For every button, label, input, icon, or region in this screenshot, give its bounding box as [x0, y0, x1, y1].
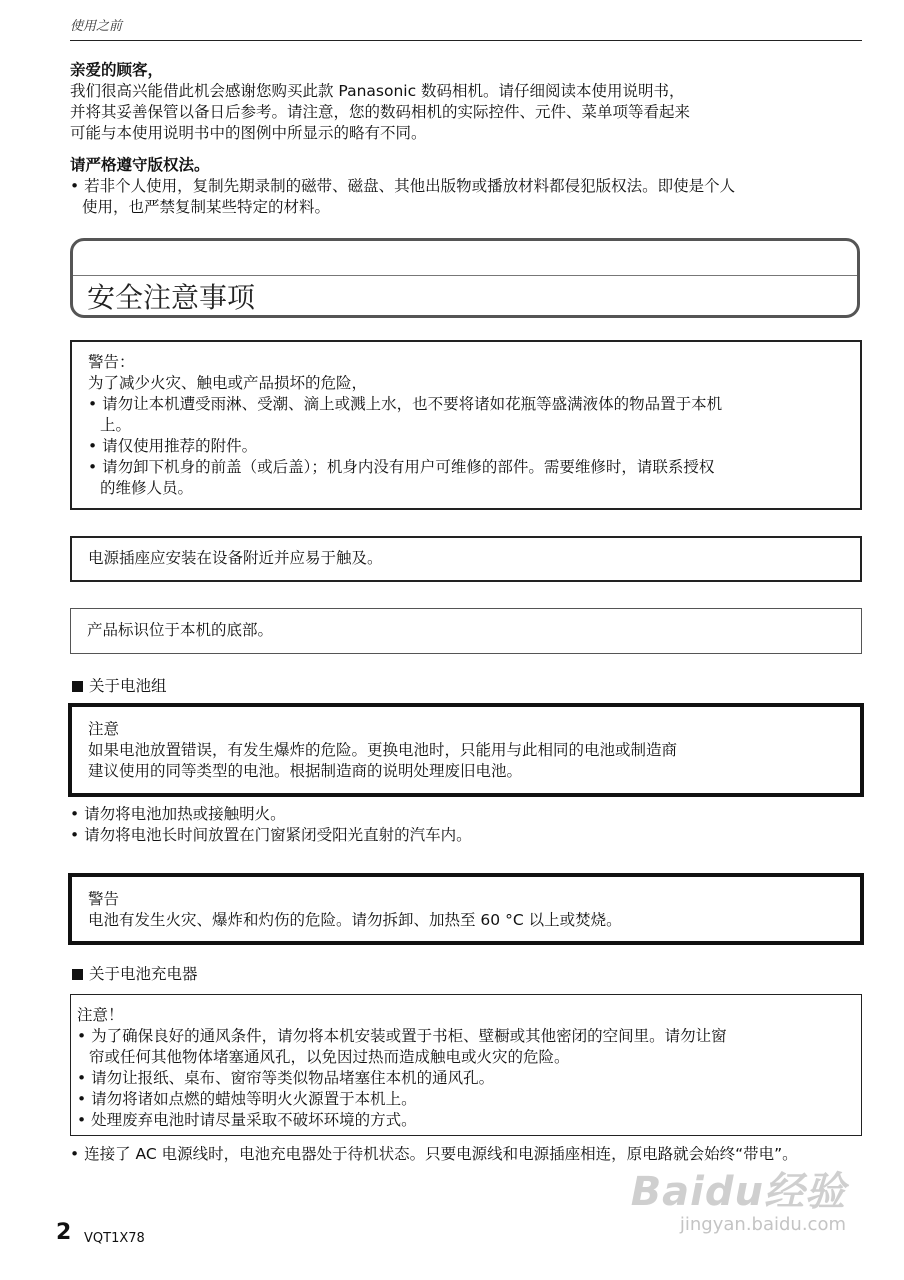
- battery-bullet-1: • 请勿将电池加热或接触明火。: [70, 804, 862, 825]
- battery-caution-title: 注意: [88, 720, 120, 738]
- warning-bullet-1-line-2: 上。: [100, 416, 132, 434]
- safety-title-box: [70, 238, 860, 318]
- battery-warning-box: [68, 873, 864, 945]
- charger-bullet-2-line-1: 请勿让报纸、桌布、窗帘等类似物品堵塞住本机的通风孔。: [91, 1069, 495, 1087]
- warning-subtitle: 为了减少火灾、触电或产品损坏的危险，: [88, 374, 368, 392]
- charger-bullet-4-line-1: 处理废弃电池时请尽量采取不破坏环境的方式。: [91, 1111, 417, 1129]
- battery-warning-title: 警告: [88, 890, 120, 908]
- charger-heading-text: 关于电池充电器: [89, 965, 198, 983]
- warning-bullet-1: [88, 394, 844, 436]
- safety-title-rule: [73, 275, 857, 276]
- baidu-watermark: [631, 1170, 846, 1236]
- running-header: 使用之前: [70, 19, 123, 34]
- square-bullet-icon: [72, 969, 83, 980]
- battery-pack-heading-text: 关于电池组: [89, 677, 167, 695]
- watermark-logo: Baidu经验: [630, 1169, 846, 1215]
- charger-caution-title: 注意！: [77, 1006, 124, 1024]
- warning-bullet-1-line-1: 请勿让本机遭受雨淋、受潮、滴上或溅上水，也不要将诸如花瓶等盛满液体的物品置于本机: [102, 395, 723, 413]
- warning-bullet-2-line-1: 请仅使用推荐的附件。: [102, 437, 258, 455]
- warning-bullet-2: [88, 436, 844, 457]
- charger-bullet-1: [77, 1026, 855, 1068]
- copyright-section: [70, 155, 862, 218]
- charger-bullet-3: [77, 1089, 855, 1110]
- battery-pack-heading: [72, 676, 167, 697]
- label-notice-box: [70, 608, 862, 654]
- charger-caution-box: [70, 994, 862, 1136]
- warning-title: 警告：: [88, 353, 135, 371]
- page-number: 2: [56, 1220, 72, 1245]
- label-notice: 产品标识位于本机的底部。: [87, 621, 274, 639]
- battery-caution-line-2: 建议使用的同等类型的电池。根据制造商的说明处理废旧电池。: [88, 762, 523, 780]
- charger-bullet-1-line-2: 帘或任何其他物体堵塞通风孔，以免因过热而造成触电或火灾的危险。: [89, 1048, 570, 1066]
- charger-footnote-section: [70, 1144, 870, 1165]
- battery-bullet-2: • 请勿将电池长时间放置在门窗紧闭受阳光直射的汽车内。: [70, 825, 862, 846]
- copyright-title: 请严格遵守版权法。: [70, 156, 210, 174]
- square-bullet-icon: [72, 681, 83, 692]
- header-rule: [70, 40, 862, 41]
- copyright-bullet: [70, 176, 862, 218]
- charger-bullet-3-line-1: 请勿将诸如点燃的蜡烛等明火火源置于本机上。: [91, 1090, 417, 1108]
- warning-bullet-3-line-1: 请勿卸下机身的前盖（或后盖）；机身内没有用户可维修的部件。需要维修时，请联系授权: [102, 458, 715, 476]
- warning-bullet-3: [88, 457, 844, 499]
- intro-section: [70, 60, 862, 144]
- charger-bullet-4: [77, 1110, 855, 1131]
- warning-box: [70, 340, 862, 510]
- greeting: 亲爱的顾客，: [70, 61, 164, 79]
- battery-bullets: [70, 804, 862, 846]
- outlet-notice-box: [70, 536, 862, 582]
- battery-caution-box: [68, 703, 864, 797]
- charger-footnote: • 连接了 AC 电源线时，电池充电器处于待机状态。只要电源线和电源插座相连，原电路就会始终“带电”。: [70, 1144, 870, 1165]
- outlet-notice: 电源插座应安装在设备附近并应易于触及。: [88, 549, 383, 567]
- battery-warning-text: 电池有发生火灾、爆炸和灼伤的危险。请勿拆卸、加热至 60 °C 以上或焚烧。: [88, 911, 622, 929]
- charger-bullet-1-line-1: 为了确保良好的通风条件，请勿将本机安装或置于书柜、壁橱或其他密闭的空间里。请勿让窗: [91, 1027, 727, 1045]
- watermark-url: jingyan.baidu.com: [679, 1214, 846, 1235]
- charger-heading: [72, 964, 198, 985]
- intro-line-1: 我们很高兴能借此机会感谢您购买此款 Panasonic 数码相机。请仔细阅读本使用说明书，: [70, 82, 685, 100]
- copyright-bullet-line-2: 使用，也严禁复制某些特定的材料。: [82, 198, 331, 216]
- intro-line-3: 可能与本使用说明书中的图例中所显示的略有不同。: [70, 124, 427, 142]
- safety-title: 安全注意事项: [87, 281, 256, 314]
- copyright-bullet-line-1: 若非个人使用，复制先期录制的磁带、磁盘、其他出版物或播放材料都侵犯版权法。即使是个人: [84, 177, 736, 195]
- intro-line-2: 并将其妥善保管以备日后参考。请注意，您的数码相机的实际控件、元件、菜单项等看起来: [70, 103, 691, 121]
- document-code: VQT1X78: [84, 1231, 145, 1246]
- charger-bullet-2: [77, 1068, 855, 1089]
- warning-bullet-3-line-2: 的维修人员。: [100, 479, 194, 497]
- battery-caution-line-1: 如果电池放置错误，有发生爆炸的危险。更换电池时，只能用与此相同的电池或制造商: [88, 741, 678, 759]
